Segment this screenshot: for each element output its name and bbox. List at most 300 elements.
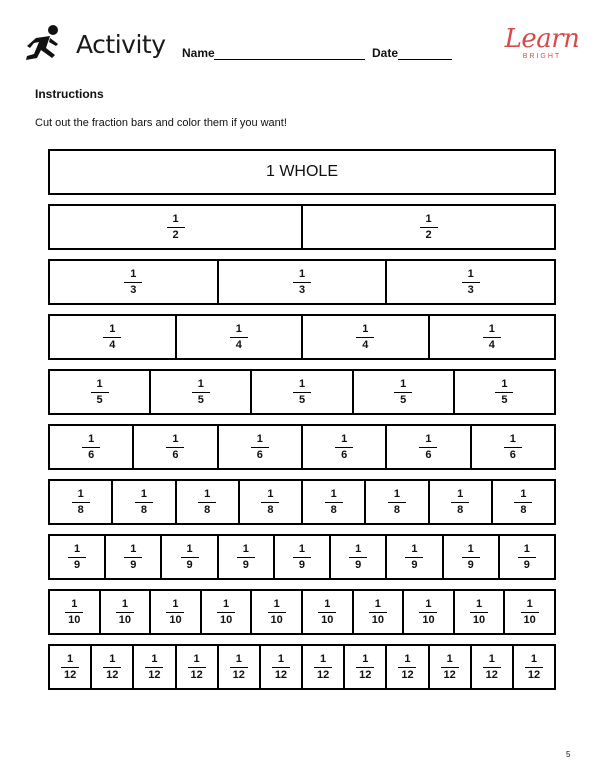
fraction-label (68, 543, 86, 572)
fraction-label (335, 433, 353, 462)
whole-label: 1 WHOLE (265, 163, 338, 180)
numerator: 1 (256, 432, 263, 445)
instructions-text: Cut out the fraction bars and color them if you want! (35, 117, 287, 129)
numerator: 1 (140, 487, 147, 500)
fraction-rule (68, 557, 86, 558)
fraction-label (356, 323, 374, 352)
fraction-piece (354, 371, 455, 413)
fraction-piece (261, 646, 303, 688)
numerator: 1 (298, 377, 306, 390)
numerator: 1 (467, 542, 474, 555)
fraction-piece (455, 591, 506, 633)
numerator: 1 (523, 542, 530, 555)
denominator: 9 (467, 558, 474, 571)
fraction-label (483, 653, 501, 682)
denominator: 9 (74, 558, 81, 571)
date-label: Date (372, 46, 399, 60)
fraction-piece (50, 206, 303, 248)
fraction-bar-10 (48, 589, 556, 635)
fraction-piece (50, 426, 134, 468)
numerator: 1 (204, 487, 211, 500)
denominator: 9 (298, 558, 306, 571)
denominator: 12 (274, 668, 288, 681)
fraction-piece (151, 591, 202, 633)
numerator: 1 (235, 322, 242, 335)
fraction-rule (325, 502, 343, 503)
fraction-rule (451, 502, 469, 503)
denominator: 8 (140, 503, 147, 516)
denominator: 12 (190, 668, 203, 681)
fraction-piece (303, 316, 430, 358)
name-field[interactable] (214, 59, 365, 60)
name-label: Name (182, 46, 215, 60)
logo-main-text: Learn (504, 24, 580, 54)
denominator: 2 (425, 228, 432, 241)
fraction-rule (293, 392, 311, 393)
denominator: 6 (425, 448, 432, 461)
numerator: 1 (235, 652, 242, 665)
fraction-piece (430, 481, 493, 523)
numerator: 1 (277, 652, 284, 665)
fraction-rule (419, 612, 437, 613)
fraction-piece (177, 646, 219, 688)
fraction-piece (303, 591, 354, 633)
fraction-rule (124, 282, 142, 283)
fraction-piece (113, 481, 176, 523)
denominator: 8 (457, 503, 464, 516)
fraction-piece (430, 646, 472, 688)
fraction-piece (514, 646, 554, 688)
fraction-rule (124, 557, 142, 558)
fraction-rule (394, 392, 412, 393)
fraction-piece (303, 481, 366, 523)
fraction-rule (72, 502, 90, 503)
fraction-rule (65, 612, 83, 613)
numerator: 1 (457, 487, 464, 500)
fraction-label (318, 598, 336, 627)
denominator: 6 (341, 448, 348, 461)
fraction-bar-9 (48, 534, 556, 580)
fraction-rule (495, 392, 513, 393)
denominator: 8 (267, 503, 274, 516)
denominator: 10 (472, 613, 486, 626)
denominator: 8 (393, 503, 400, 516)
fraction-rule (356, 667, 374, 668)
numerator: 1 (362, 322, 369, 335)
fraction-piece (50, 481, 113, 523)
denominator: 5 (96, 393, 103, 406)
fraction-piece (455, 371, 554, 413)
fraction-piece (444, 536, 500, 578)
fraction-piece (219, 646, 261, 688)
numerator: 1 (425, 212, 432, 225)
fraction-label (188, 653, 206, 682)
fraction-piece (430, 316, 555, 358)
denominator: 12 (443, 668, 456, 681)
fraction-bar-4 (48, 314, 556, 360)
fraction-label (356, 653, 374, 682)
fraction-piece (50, 536, 106, 578)
denominator: 12 (401, 668, 414, 681)
fraction-label (293, 378, 311, 407)
denominator: 2 (172, 228, 179, 241)
fraction-label (124, 268, 142, 297)
learn-bright-logo (502, 26, 582, 60)
numerator: 1 (509, 432, 516, 445)
fraction-piece (500, 536, 554, 578)
fraction-label (349, 543, 367, 572)
numerator: 1 (467, 267, 474, 280)
fraction-label (166, 433, 184, 462)
fraction-piece (252, 371, 353, 413)
numerator: 1 (475, 597, 483, 610)
fraction-label (103, 323, 121, 352)
numerator: 1 (172, 597, 179, 610)
fraction-bar-12 (48, 644, 556, 690)
fraction-piece (240, 481, 303, 523)
fraction-rule (272, 667, 290, 668)
fraction-piece (134, 426, 218, 468)
fraction-label (514, 488, 532, 517)
fraction-piece (354, 591, 405, 633)
fraction-piece (505, 591, 554, 633)
fraction-rule (504, 447, 522, 448)
fraction-rule (293, 557, 311, 558)
numerator: 1 (320, 652, 327, 665)
denominator: 12 (316, 668, 330, 681)
fraction-label (166, 598, 184, 627)
numerator: 1 (151, 652, 158, 665)
fraction-label (314, 653, 332, 682)
fraction-piece (472, 426, 554, 468)
denominator: 3 (130, 283, 137, 296)
fraction-piece (219, 426, 303, 468)
fraction-rule (462, 557, 480, 558)
numerator: 1 (374, 597, 381, 610)
fraction-piece (50, 591, 101, 633)
fraction-rule (61, 667, 79, 668)
fraction-label (441, 653, 459, 682)
fraction-piece (303, 426, 387, 468)
fraction-label (420, 213, 438, 242)
denominator: 12 (232, 668, 245, 681)
fraction-label (135, 488, 153, 517)
numerator: 1 (488, 652, 495, 665)
fraction-label (451, 488, 469, 517)
fraction-rule (318, 612, 336, 613)
fraction-rule (135, 502, 153, 503)
denominator: 9 (411, 558, 418, 571)
fraction-piece (387, 646, 429, 688)
numerator: 1 (501, 377, 508, 390)
fraction-rule (237, 557, 255, 558)
numerator: 1 (530, 652, 538, 665)
fraction-label (124, 543, 142, 572)
fraction-rule (420, 227, 438, 228)
fraction-label (192, 378, 210, 407)
numerator: 1 (223, 597, 230, 610)
fraction-rule (521, 612, 539, 613)
fraction-rule (525, 667, 543, 668)
fraction-piece (106, 536, 162, 578)
denominator: 6 (509, 448, 516, 461)
denominator: 12 (148, 668, 161, 681)
numerator: 1 (96, 377, 103, 390)
fraction-bar-5 (48, 369, 556, 415)
denominator: 5 (501, 393, 508, 406)
fraction-rule (230, 337, 248, 338)
fraction-label (268, 598, 286, 627)
fraction-piece (177, 481, 240, 523)
fraction-label (103, 653, 121, 682)
fraction-label (237, 543, 255, 572)
fraction-rule (166, 612, 184, 613)
numerator: 1 (67, 652, 74, 665)
numerator: 1 (121, 597, 128, 610)
fraction-label (388, 488, 406, 517)
numerator: 1 (400, 377, 407, 390)
numerator: 1 (77, 487, 84, 500)
denominator: 10 (422, 613, 435, 626)
fraction-label (167, 213, 185, 242)
fraction-piece (331, 536, 387, 578)
numerator: 1 (446, 652, 453, 665)
fraction-bar-8 (48, 479, 556, 525)
fraction-piece (177, 316, 304, 358)
fraction-label (495, 378, 513, 407)
fraction-label (181, 543, 199, 572)
fraction-rule (145, 667, 163, 668)
fraction-rule (518, 557, 536, 558)
denominator: 9 (130, 558, 137, 571)
fraction-label (61, 653, 79, 682)
numerator: 1 (130, 542, 137, 555)
fraction-rule (217, 612, 235, 613)
denominator: 12 (359, 668, 372, 681)
denominator: 4 (362, 338, 369, 351)
fraction-rule (91, 392, 109, 393)
denominator: 9 (186, 558, 193, 571)
denominator: 5 (400, 393, 407, 406)
numerator: 1 (411, 542, 418, 555)
date-field[interactable] (398, 59, 452, 60)
fraction-piece (50, 371, 151, 413)
numerator: 1 (109, 322, 116, 335)
fraction-piece (303, 646, 345, 688)
fraction-piece (252, 591, 303, 633)
fraction-piece (275, 536, 331, 578)
numerator: 1 (273, 597, 280, 610)
fraction-rule (356, 337, 374, 338)
numerator: 1 (324, 597, 331, 610)
fraction-rule (335, 447, 353, 448)
logo-sub-text: BRIGHT (522, 53, 562, 60)
fraction-piece (219, 261, 388, 303)
numerator: 1 (330, 487, 337, 500)
denominator: 5 (197, 393, 204, 406)
fraction-label (293, 543, 311, 572)
fraction-label (518, 543, 536, 572)
fraction-label (369, 598, 387, 627)
fraction-label (504, 433, 522, 462)
fraction-rule (188, 667, 206, 668)
numerator: 1 (393, 487, 400, 500)
numerator: 1 (425, 597, 432, 610)
page-number: 5 (566, 750, 571, 759)
fraction-piece (493, 481, 554, 523)
fraction-rule (369, 612, 387, 613)
numerator: 1 (130, 267, 137, 280)
denominator: 6 (172, 448, 179, 461)
fraction-rule (314, 667, 332, 668)
fraction-piece (404, 591, 455, 633)
fraction-label (521, 598, 539, 627)
fraction-rule (167, 227, 185, 228)
fraction-label (145, 653, 163, 682)
fraction-label (398, 653, 416, 682)
fraction-label (470, 598, 488, 627)
fraction-label (462, 543, 480, 572)
denominator: 4 (109, 338, 116, 351)
fraction-rule (388, 502, 406, 503)
denominator: 8 (204, 503, 211, 516)
denominator: 10 (371, 613, 384, 626)
numerator: 1 (172, 432, 179, 445)
fraction-label (198, 488, 216, 517)
fraction-rule (230, 667, 248, 668)
denominator: 12 (485, 668, 498, 681)
numerator: 1 (186, 542, 193, 555)
numerator: 1 (88, 432, 95, 445)
numerator: 1 (197, 377, 204, 390)
fraction-piece (50, 646, 92, 688)
fraction-label (419, 598, 437, 627)
fraction-rule (419, 447, 437, 448)
fraction-label (293, 268, 311, 297)
fraction-piece (472, 646, 514, 688)
denominator: 9 (242, 558, 249, 571)
fraction-label (483, 323, 501, 352)
fraction-rule (398, 667, 416, 668)
numerator: 1 (74, 542, 81, 555)
fraction-rule (441, 667, 459, 668)
fraction-label (251, 433, 269, 462)
numerator: 1 (425, 432, 432, 445)
denominator: 4 (488, 338, 495, 351)
denominator: 8 (520, 503, 527, 516)
fraction-label (525, 653, 543, 682)
numerator: 1 (404, 652, 411, 665)
denominator: 8 (77, 503, 84, 516)
fraction-rule (192, 392, 210, 393)
fraction-rule (293, 282, 311, 283)
fraction-label (72, 488, 90, 517)
instructions-heading: Instructions (35, 87, 104, 101)
running-person-icon (20, 24, 66, 64)
fraction-piece (151, 371, 252, 413)
numerator: 1 (488, 322, 495, 335)
fraction-rule (198, 502, 216, 503)
denominator: 9 (523, 558, 530, 571)
fraction-piece (303, 206, 554, 248)
fraction-rule (483, 337, 501, 338)
numerator: 1 (267, 487, 274, 500)
fraction-rule (82, 447, 100, 448)
fraction-label (65, 598, 83, 627)
fraction-label (325, 488, 343, 517)
denominator: 10 (219, 613, 233, 626)
denominator: 10 (118, 613, 132, 626)
fraction-label (230, 323, 248, 352)
fraction-piece (387, 261, 554, 303)
fraction-bar-6 (48, 424, 556, 470)
fraction-piece (92, 646, 134, 688)
numerator: 1 (520, 487, 527, 500)
denominator: 12 (63, 668, 77, 681)
fraction-rule (483, 667, 501, 668)
denominator: 10 (68, 613, 81, 626)
numerator: 1 (298, 542, 306, 555)
fraction-piece (50, 316, 177, 358)
fraction-piece (219, 536, 275, 578)
numerator: 1 (242, 542, 249, 555)
fraction-piece (387, 426, 471, 468)
fraction-label (217, 598, 235, 627)
fraction-label (261, 488, 279, 517)
denominator: 6 (256, 448, 263, 461)
numerator: 1 (355, 542, 362, 555)
fraction-piece (162, 536, 218, 578)
fraction-rule (251, 447, 269, 448)
denominator: 12 (527, 668, 541, 681)
denominator: 5 (298, 393, 306, 406)
numerator: 1 (362, 652, 369, 665)
fraction-label (82, 433, 100, 462)
fraction-rule (514, 502, 532, 503)
fraction-rule (181, 557, 199, 558)
denominator: 9 (355, 558, 362, 571)
fraction-rule (103, 667, 121, 668)
fraction-rule (268, 612, 286, 613)
numerator: 1 (71, 597, 78, 610)
fraction-label (230, 653, 248, 682)
numerator: 1 (109, 652, 116, 665)
fraction-piece (134, 646, 176, 688)
denominator: 10 (270, 613, 283, 626)
numerator: 1 (341, 432, 348, 445)
fraction-bars (48, 149, 556, 699)
denominator: 10 (523, 613, 536, 626)
fraction-label (116, 598, 134, 627)
denominator: 12 (106, 668, 119, 681)
whole-bar (48, 149, 556, 195)
fraction-rule (462, 282, 480, 283)
fraction-piece (50, 261, 219, 303)
fraction-rule (103, 337, 121, 338)
fraction-label (405, 543, 423, 572)
denominator: 10 (169, 613, 182, 626)
fraction-rule (405, 557, 423, 558)
fraction-label (91, 378, 109, 407)
fraction-piece (345, 646, 387, 688)
fraction-rule (116, 612, 134, 613)
fraction-label (394, 378, 412, 407)
numerator: 1 (193, 652, 200, 665)
fraction-rule (470, 612, 488, 613)
fraction-piece (387, 536, 443, 578)
denominator: 3 (467, 283, 474, 296)
denominator: 4 (235, 338, 242, 351)
